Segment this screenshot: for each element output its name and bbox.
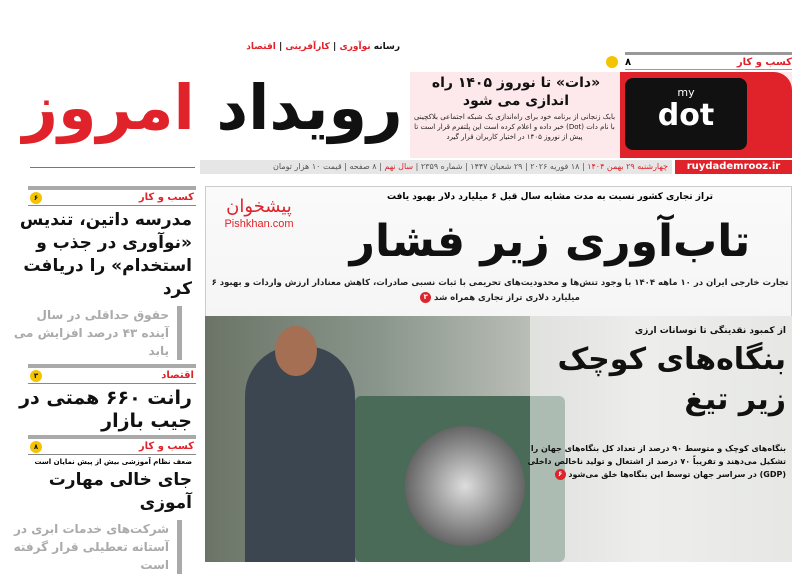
website-url[interactable]: ruydademrooz.ir [675, 160, 792, 174]
story-kicker: ضعف نظام آموزشی بیش از پیش نمایان است [34, 458, 192, 466]
story-title[interactable]: رانت ۶۶۰ همتی در جیب بازار [19, 387, 192, 432]
lead-headline[interactable]: تاب‌آوری زیر فشار [349, 216, 751, 267]
lead-kicker: تراز تجاری کشور نسبت به مدت مشابه سال قبل ۶ میلیارد دلار بهبود یافت [386, 192, 714, 202]
page-badge: ۶ [555, 469, 566, 480]
lead-lede: تجارت خارجی ایران در ۱۰ ماهه ۱۴۰۴ با وجود تنش‌ها و محدودیت‌های تحریمی با ثبات نسبی صادرات، کاهش معنادار ارزش واردات و بهبود ۶ میلیارد دلاری تراز تجاری همراه شد ۳ [211, 278, 789, 303]
photo-story-headline[interactable]: بنگاه‌های کوچک زیر تیغ [557, 342, 786, 417]
sidebar [0, 186, 196, 578]
ad-title[interactable]: «دات» تا نوروز ۱۴۰۵ راه اندازی می شود [431, 75, 601, 109]
tagline: رسانه نوآوری | کارآفرینی | اقتصاد [246, 42, 400, 52]
ad-body: بابک زنجانی از برنامه خود برای راه‌اندازی یک شبکه اجتماعی بلاکچینی با نام دات (Dot) خبر داده و اعلام کرده است این پلتفرم قرار است تا پیش از نوروز ۱۴۰۵ در اختیار کاربران قرار گیرد [413, 113, 616, 141]
yellow-dot-icon [606, 56, 618, 68]
dateline: چهارشنبه ۲۹ بهمن ۱۴۰۴ | ۱۸ فوریه ۲۰۲۶ | ۲۹ شعبان ۱۴۴۷ | شماره ۲۳۵۹ | سال نهم | ۸ صفحه | قیمت ۱۰ هزار تومان [200, 160, 672, 174]
photo-story-kicker: از کمبود نقدینگی تا نوسانات ارزی [634, 326, 786, 336]
story-sub[interactable]: حقوق حداقلی در سال آینده ۴۳ درصد افزایش می یابد [12, 306, 182, 360]
story-title[interactable]: جای خالی مهارت آموزی [48, 470, 192, 513]
sidebar-story: اقتصاد ۳ رانت ۶۶۰ همتی در جیب بازار [0, 364, 196, 433]
photo-story-body: بنگاه‌های کوچک و متوسط ۹۰ درصد از تعداد کل بنگاه‌های جهان را تشکیل می‌دهند و تقریباً ۷۰ درصد از اشتغال و تولید ناخالص داخلی (GDP) در سراسر جهان توسط این بنگاه‌ها خلق می‌شود ۶ [527, 444, 786, 479]
newspaper-logo: رویداد امروز [22, 71, 403, 144]
page-badge: ۳ [420, 292, 431, 303]
story-title[interactable]: مدرسه داتین، تندیس «نوآوری در جذب و استخدام» را دریافت کرد [19, 210, 192, 299]
ad-section-header: کسب و کار ۸ [625, 52, 792, 70]
sidebar-story: کسب و کار ۶ مدرسه داتین، تندیس «نوآوری در جذب و استخدام» را دریافت کرد حقوق حداقلی در سال آینده ۴۳ درصد افزایش می یابد [0, 186, 196, 360]
divider [30, 167, 195, 168]
story-sub[interactable]: شرکت‌های خدمات ابری در آستانه تعطیلی قرار گرفته است [12, 520, 182, 574]
sidebar-story: کسب و کار ۸ ضعف نظام آموزشی بیش از پیش نمایان است جای خالی مهارت آموزی شرکت‌های خدمات ابری در آستانه تعطیلی قرار گرفته است [0, 435, 196, 574]
pishkhan-watermark: پیشخوان Pishkhan.com [224, 196, 294, 230]
mydot-logo: my dot [625, 78, 747, 150]
